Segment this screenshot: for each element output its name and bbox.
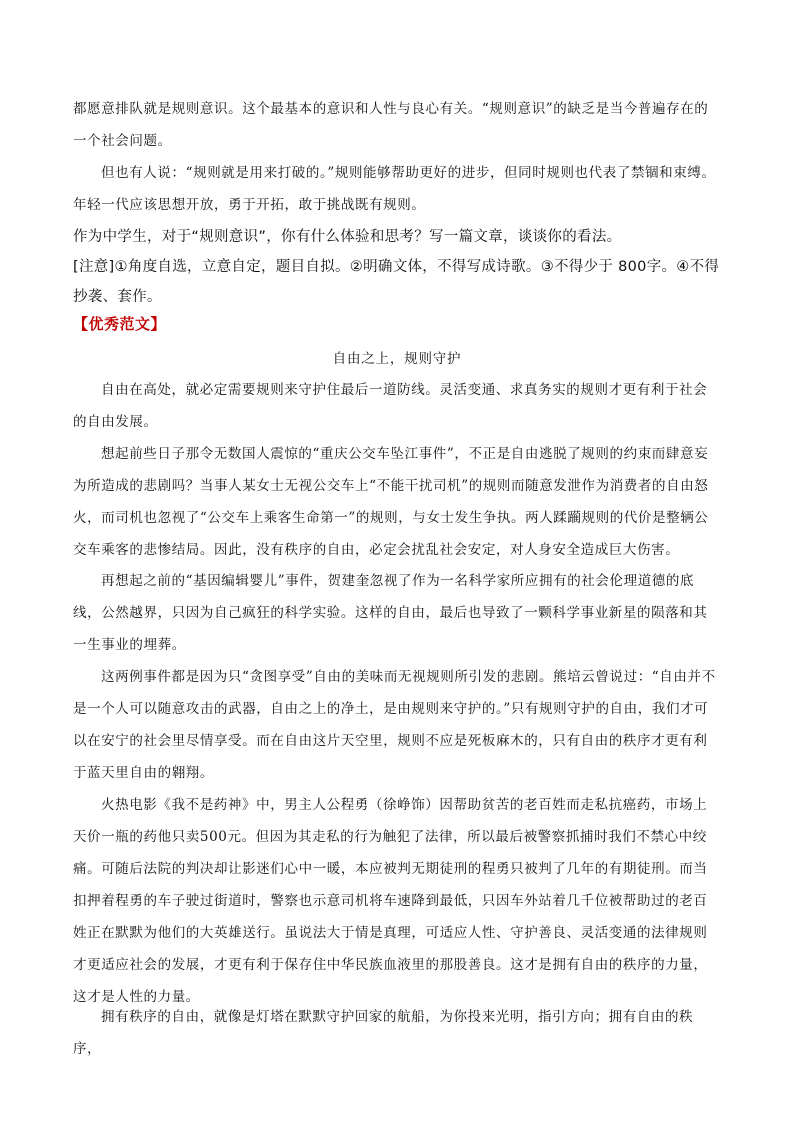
essay-title: 自由之上，规则守护: [332, 351, 462, 367]
prompt-intro-end: 都愿意排队就是规则意识。这个最基本的意识和人性与良心有关。“规则意识”的缺乏是当今普遍存在的一个社会问题。: [73, 101, 709, 149]
prompt-notes: [注意]①角度自选，立意自定，题目自拟。②明确文体，不得写成诗歌。③不得少于 800字。④不得抄袭、套作。: [73, 259, 720, 305]
prompt-counterpoint: 但也有人说：“规则就是用来打破的。”规则能够帮助更好的进步，但同时规则也代表了禁锢和束缚。年轻一代应该思想开放，勇于开拓，敢于挑战既有规则。: [73, 165, 716, 213]
essay-paragraph: 想起前些日子那令无数国人震惊的“重庆公交车坠江事件”，不正是自由逃脱了规则的约束而肆意妄为所造成的悲剧吗？当事人某女士无视公交车上“不能干扰司机”的规则而随意发泄作为消费者的自由怒火，而司机也忽视了“公交车上乘客生命第一”的规则，与女士发生争执。两人蹂躏规则的代价是整辆公交车乘客的悲惨结局。因此，没有秩序的自由，必定会扰乱社会安定，对人身安全造成巨大伤害。: [73, 446, 709, 558]
prompt-question: 作为中学生，对于“规则意识”，你有什么体验和思考？写一篇文章，谈谈你的看法。: [73, 229, 622, 245]
essay-paragraph: 火热电影《我不是药神》中，男主人公程勇（徐峥饰）因帮助贫苦的老百姓而走私抗癌药，市场上天价一瓶的药他只卖500元。但因为其走私的行为触犯了法律，所以最后被警察抓捕时我们不禁心中绞痛。可随后法院的判决却让影迷们心中一暖，本应被判无期徒刑的程勇只被判了几年的有期徒刑。而当扣押着程勇的车子驶过街道时，警察也示意司机将车速降到最低，只因车外站着几千位被帮助过的老百姓正在默默为他们的大英雄送行。虽说法大于情是真理，可适应人性、守护善良、灵活变通的法律规则才更适应社会的发展，才更有利于保存住中华民族血液里的那股善良。这才是拥有自由的秩序的力量，这才是人性的力量。: [73, 797, 708, 1005]
essay-paragraph: 再想起之前的“基因编辑婴儿”事件，贺建奎忽视了作为一名科学家所应拥有的社会伦理道德的底线，公然越界，只因为自己疯狂的科学实验。这样的自由，最后也导致了一颗科学事业新星的陨落和其一生事业的埋葬。: [73, 573, 708, 653]
essay-paragraph: 这两例事件都是因为只“贪图享受”自由的美味而无视规则所引发的悲剧。熊培云曾说过：“自由并不是一个人可以随意攻击的武器，自由之上的净土，是由规则来守护的。”只有规则守护的自由，我们才可以在安宁的社会里尽情享受。而在自由这片天空里，规则不应是死板麻木的，只有自由的秩序才更有利于蓝天里自由的翱翔。: [73, 669, 716, 781]
section-heading: 【优秀范文】: [73, 315, 167, 333]
essay-paragraph: 拥有秩序的自由，就像是灯塔在默默守护回家的航船，为你投来光明，指引方向；拥有自由的秩序，: [73, 1009, 694, 1057]
essay-paragraph: 自由在高处，就必定需要规则来守护住最后一道防线。灵活变通、求真务实的规则才更有利于社会的自由发展。: [73, 382, 708, 430]
